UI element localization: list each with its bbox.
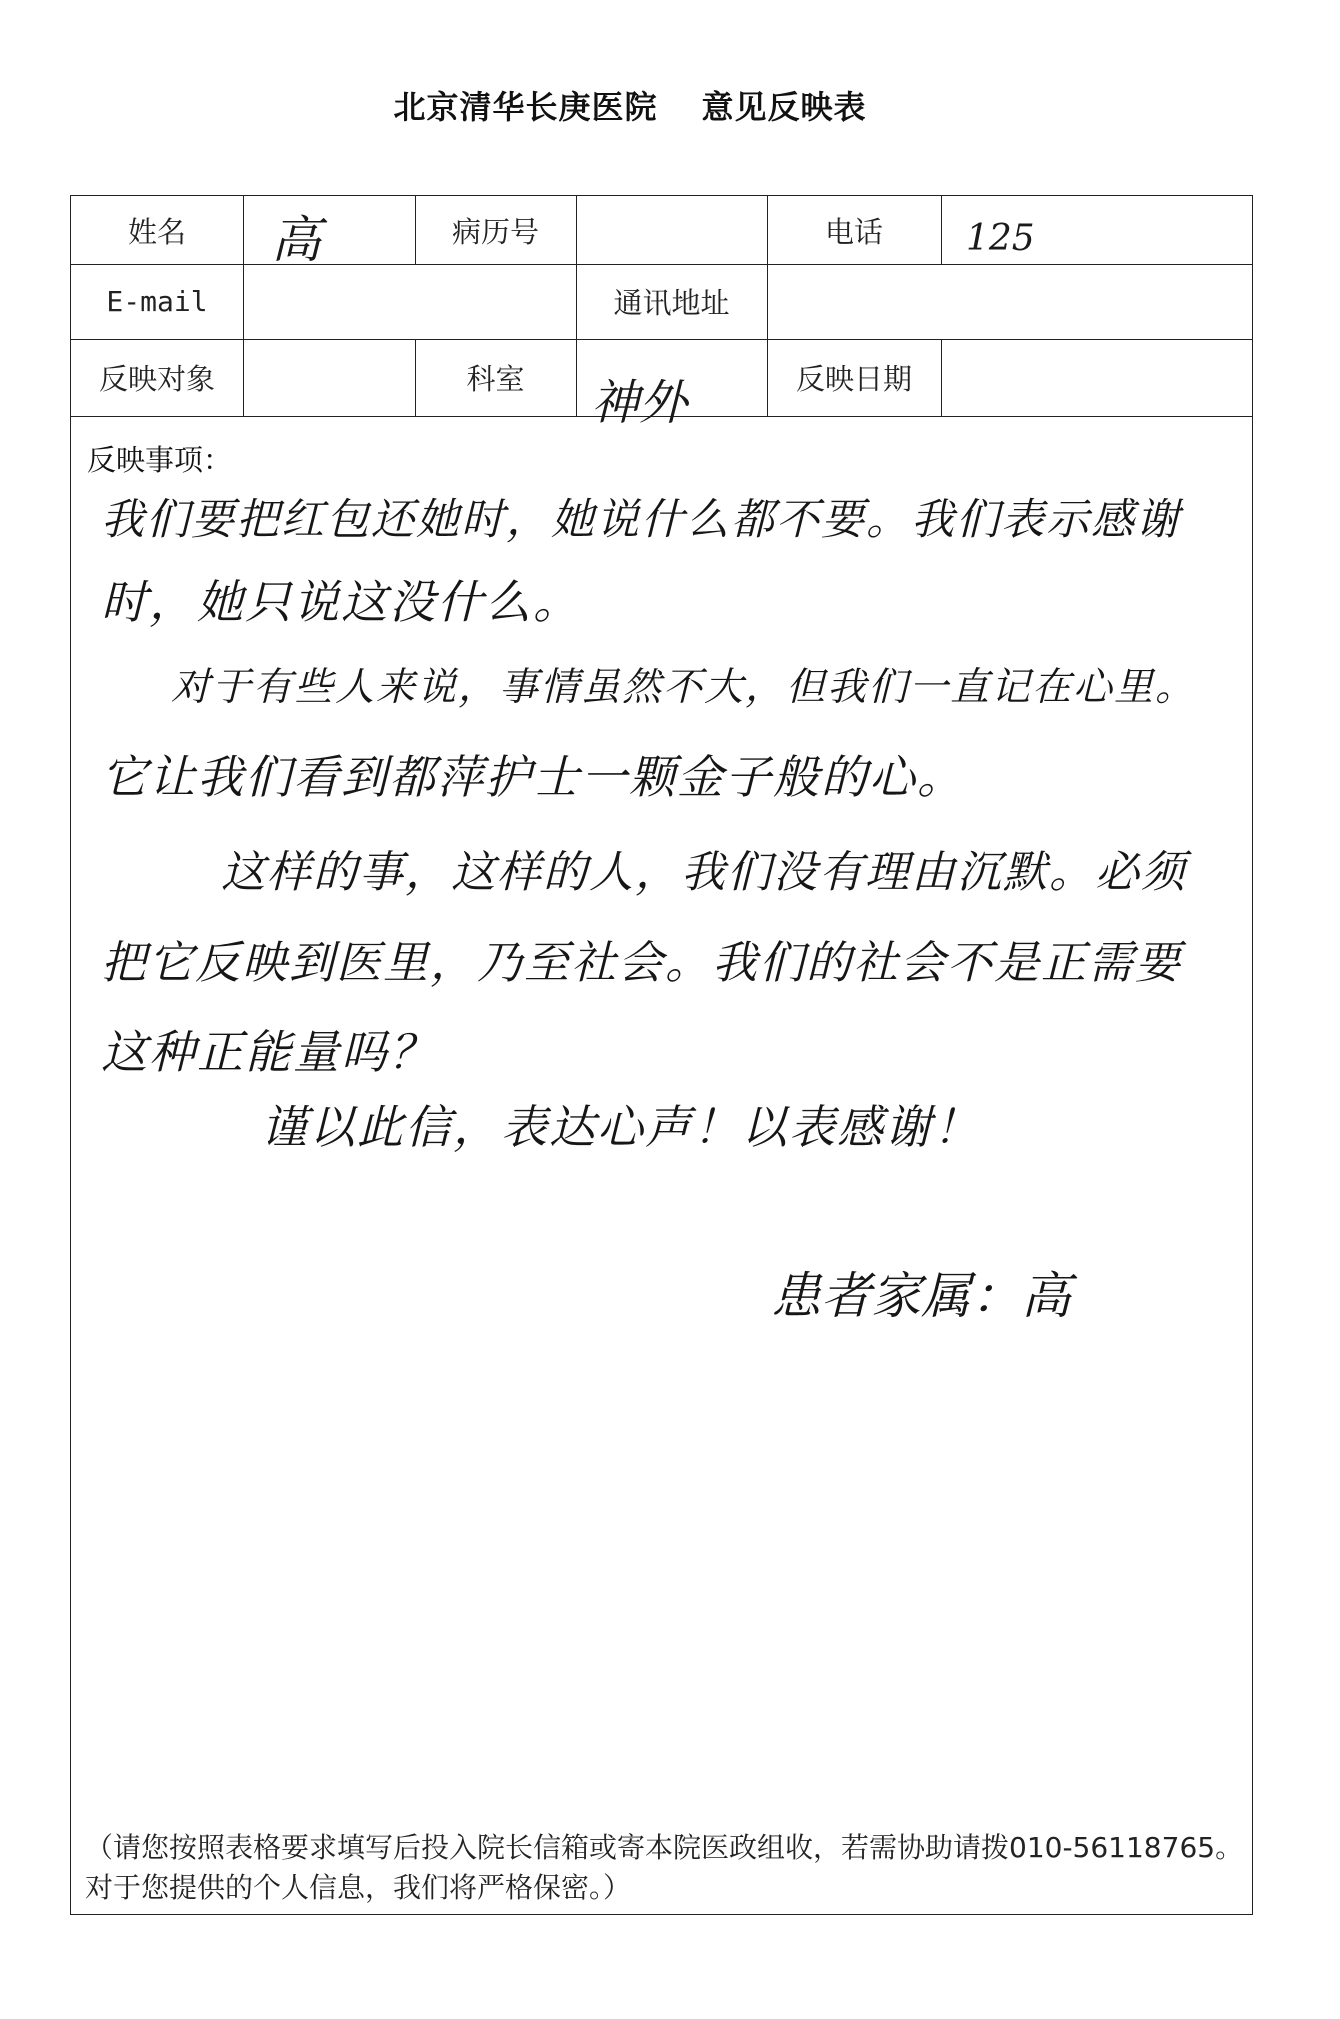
record-number-value[interactable] [576, 196, 767, 264]
body-line-5: 这样的事，这样的人，我们没有理由沉默。必须 [221, 847, 1187, 898]
body-line-2: 时，她只说这没什么。 [101, 575, 581, 629]
body-line-8: 谨以此信，表达心声！以表感谢！ [261, 1100, 981, 1154]
phone-value[interactable]: 125 [966, 218, 1035, 259]
feedback-matters-label: 反映事项： [87, 443, 233, 477]
form-title [0, 82, 1260, 128]
col-divider [576, 339, 577, 416]
date-value[interactable] [941, 339, 1254, 416]
department-label: 科室 [466, 362, 525, 396]
body-line-4: 它让我们看到都萍护士一颗金子般的心。 [101, 750, 965, 804]
feedback-form [70, 195, 1253, 1915]
department-value[interactable]: 神外 [591, 375, 688, 431]
hospital-name: 北京清华长庚医院 [393, 88, 658, 126]
name-value[interactable]: 高 [271, 211, 321, 269]
form-name: 意见反映表 [701, 88, 867, 126]
record-number-label: 病历号 [451, 214, 539, 249]
address-value[interactable] [767, 264, 1254, 339]
body-line-3: 对于有些人来说，事情虽然不大，但我们一直记在心里。 [171, 665, 1197, 710]
col-divider [243, 196, 244, 264]
email-value[interactable] [243, 264, 576, 339]
body-line-7: 这种正能量吗？ [101, 1025, 437, 1079]
footer-note: （请您按照表格要求填写后投入院长信箱或寄本院医政组收，若需协助请拨010-56118765。对于您提供的个人信息，我们将严格保密。） [85, 1831, 1244, 1904]
target-label: 反映对象 [98, 362, 215, 396]
address-label: 通讯地址 [613, 286, 730, 320]
name-label: 姓名 [127, 214, 186, 249]
phone-label: 电话 [824, 214, 883, 249]
body-line-6: 把它反映到医里，乃至社会。我们的社会不是正需要 [101, 936, 1183, 989]
date-label: 反映日期 [795, 362, 912, 396]
target-value[interactable] [243, 339, 415, 416]
col-divider [941, 196, 942, 264]
signature: 患者家属：高 [771, 1267, 1071, 1325]
body-line-1: 我们要把红包还她时，她说什么都不要。我们表示感谢 [101, 495, 1181, 545]
email-label: E-mail [106, 285, 208, 318]
